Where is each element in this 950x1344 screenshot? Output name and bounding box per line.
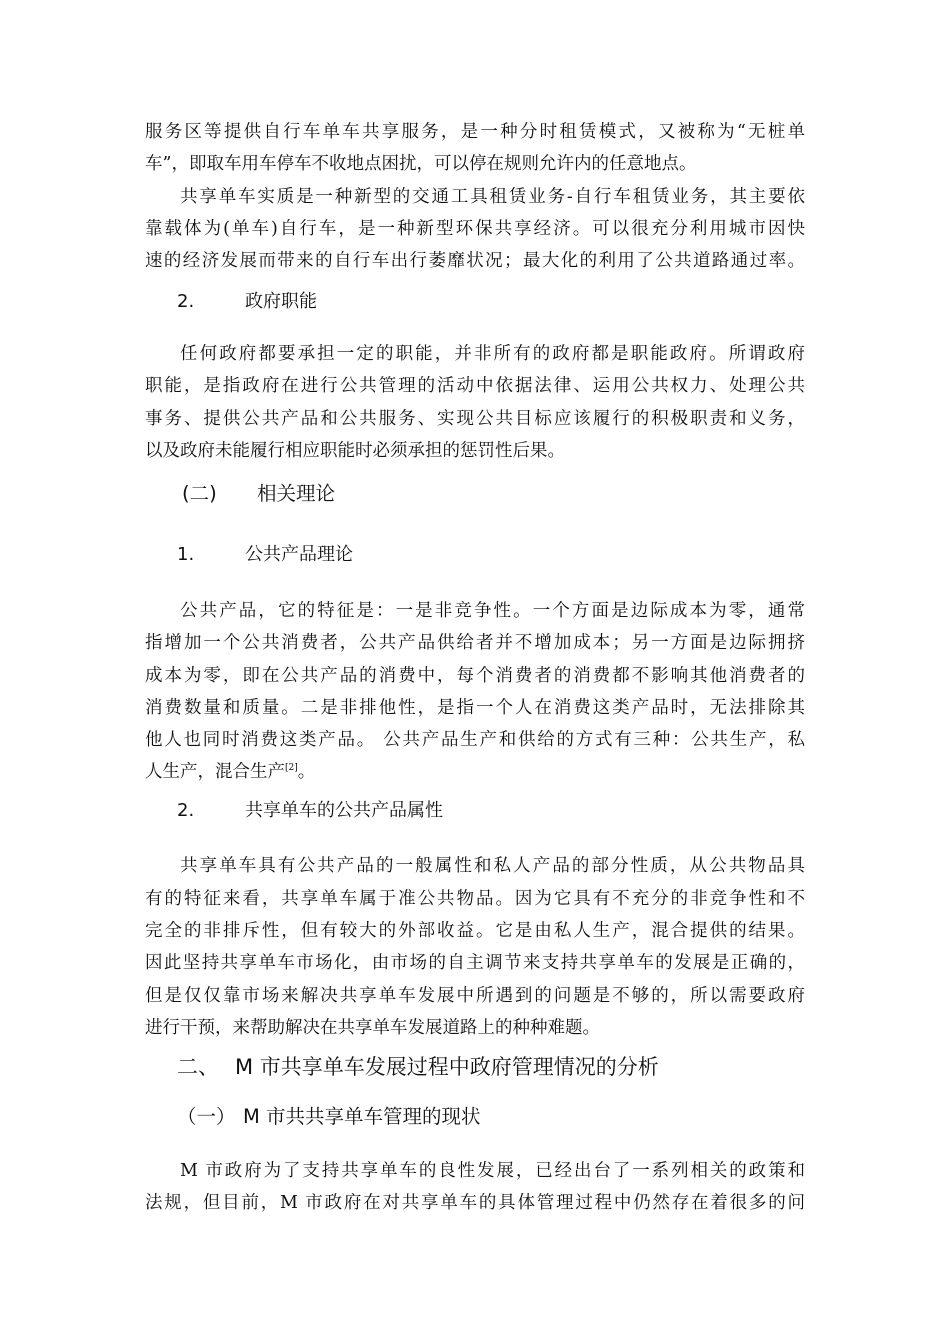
paragraph-line: 靠载体为(单车)自行车，是一种新型环保共享经济。可以很充分利用城市因快 xyxy=(145,219,805,239)
paragraph-text: 。 xyxy=(297,762,316,782)
paragraph-line-last xyxy=(145,759,805,785)
section-heading-public-goods xyxy=(177,542,353,568)
paragraph-line: 职能，是指政府在进行公共管理的活动中依据法律、运用公共权力、处理公共 xyxy=(145,376,805,396)
paragraph-line: 公共产品，它的特征是：一是非竞争性。一个方面是边际成本为零，通常 xyxy=(180,601,805,621)
paragraph-line: 指增加一个公共消费者，公共产品供给者并不增加成本；另一方面是边际拥挤 xyxy=(145,633,805,653)
section-heading-status xyxy=(177,1103,481,1131)
heading-text: 公共产品理论 xyxy=(245,544,353,565)
heading-text: 政府职能 xyxy=(245,291,317,312)
paragraph-line: 速的经济发展而带来的自行车出行萎靡状况；最大化的利用了公共道路通过率。 xyxy=(145,251,805,271)
heading-number: 二、 xyxy=(177,1055,219,1079)
paragraph-line: 车”，即取车用车停车不收地点困扰，可以停在规则允许内的任意地点。 xyxy=(145,154,697,174)
paragraph-line: 有的特征来看，共享单车属于准公共物品。因为它具有不充分的非竞争性和不 xyxy=(145,889,805,909)
heading-number: 2. xyxy=(177,800,195,821)
heading-number: (二) xyxy=(182,482,217,505)
paragraph-line: 进行干预，来帮助解决在共享单车发展道路上的种种难题。 xyxy=(145,1018,600,1038)
paragraph-line: 完全的非排斥性，但有较大的外部收益。它是由私人生产，混合提供的结果。 xyxy=(145,921,805,941)
paragraph-line: 成本为零，即在公共产品的消费中，每个消费者的消费都不影响其他消费者的 xyxy=(145,666,805,686)
section-heading-attributes xyxy=(177,798,443,824)
paragraph-line: M 市政府为了支持共享单车的良性发展，已经出台了一系列相关的政策和 xyxy=(180,1161,805,1181)
heading-number: 1. xyxy=(177,544,195,565)
paragraph-line: 消费数量和质量。二是非排他性，是指一个人在消费这类产品时，无法排除其 xyxy=(145,698,805,718)
chapter-heading xyxy=(177,1052,659,1082)
heading-text: M 市共共享单车管理的现状 xyxy=(243,1105,481,1128)
paragraph-line: 他人也同时消费这类产品。 公共产品生产和供给的方式有三种：公共生产，私 xyxy=(145,730,805,750)
heading-number: 2. xyxy=(177,291,195,312)
paragraph-line: 因此坚持共享单车市场化，由市场的自主调节来支持共享单车的发展是正确的， xyxy=(145,953,805,973)
paragraph-line: 但是仅仅靠市场来解决共享单车发展中所遇到的问题是不够的，所以需要政府 xyxy=(145,986,805,1006)
paragraph-line: 任何政府都要承担一定的职能，并非所有的政府都是职能政府。所谓政府 xyxy=(180,344,805,364)
paragraph-line: 共享单车实质是一种新型的交通工具租赁业务-自行车租赁业务，其主要依 xyxy=(180,187,805,207)
paragraph-line: 以及政府未能履行相应职能时必须承担的惩罚性后果。 xyxy=(145,441,565,461)
section-heading-theory xyxy=(182,480,335,508)
paragraph-text: 人生产，混合生产 xyxy=(145,762,285,782)
paragraph-line: 服务区等提供自行车单车共享服务，是一种分时租赁模式，又被称为“无桩单 xyxy=(145,122,805,142)
paragraph-line: 共享单车具有公共产品的一般属性和私人产品的部分性质，从公共物品具 xyxy=(180,856,805,876)
heading-text: 相关理论 xyxy=(257,482,336,505)
paragraph-line: 法规，但目前，M 市政府在对共享单车的具体管理过程中仍然存在着很多的问 xyxy=(145,1193,805,1213)
paragraph-line: 事务、提供公共产品和公共服务、实现公共目标应该履行的积极职责和义务， xyxy=(145,409,805,429)
heading-number: （一） xyxy=(177,1105,236,1128)
section-heading-gov-function xyxy=(177,289,317,315)
citation-reference[interactable]: [2] xyxy=(285,763,298,773)
heading-text: 共享单车的公共产品属性 xyxy=(245,800,443,821)
heading-text: M 市共享单车发展过程中政府管理情况的分析 xyxy=(235,1055,659,1079)
